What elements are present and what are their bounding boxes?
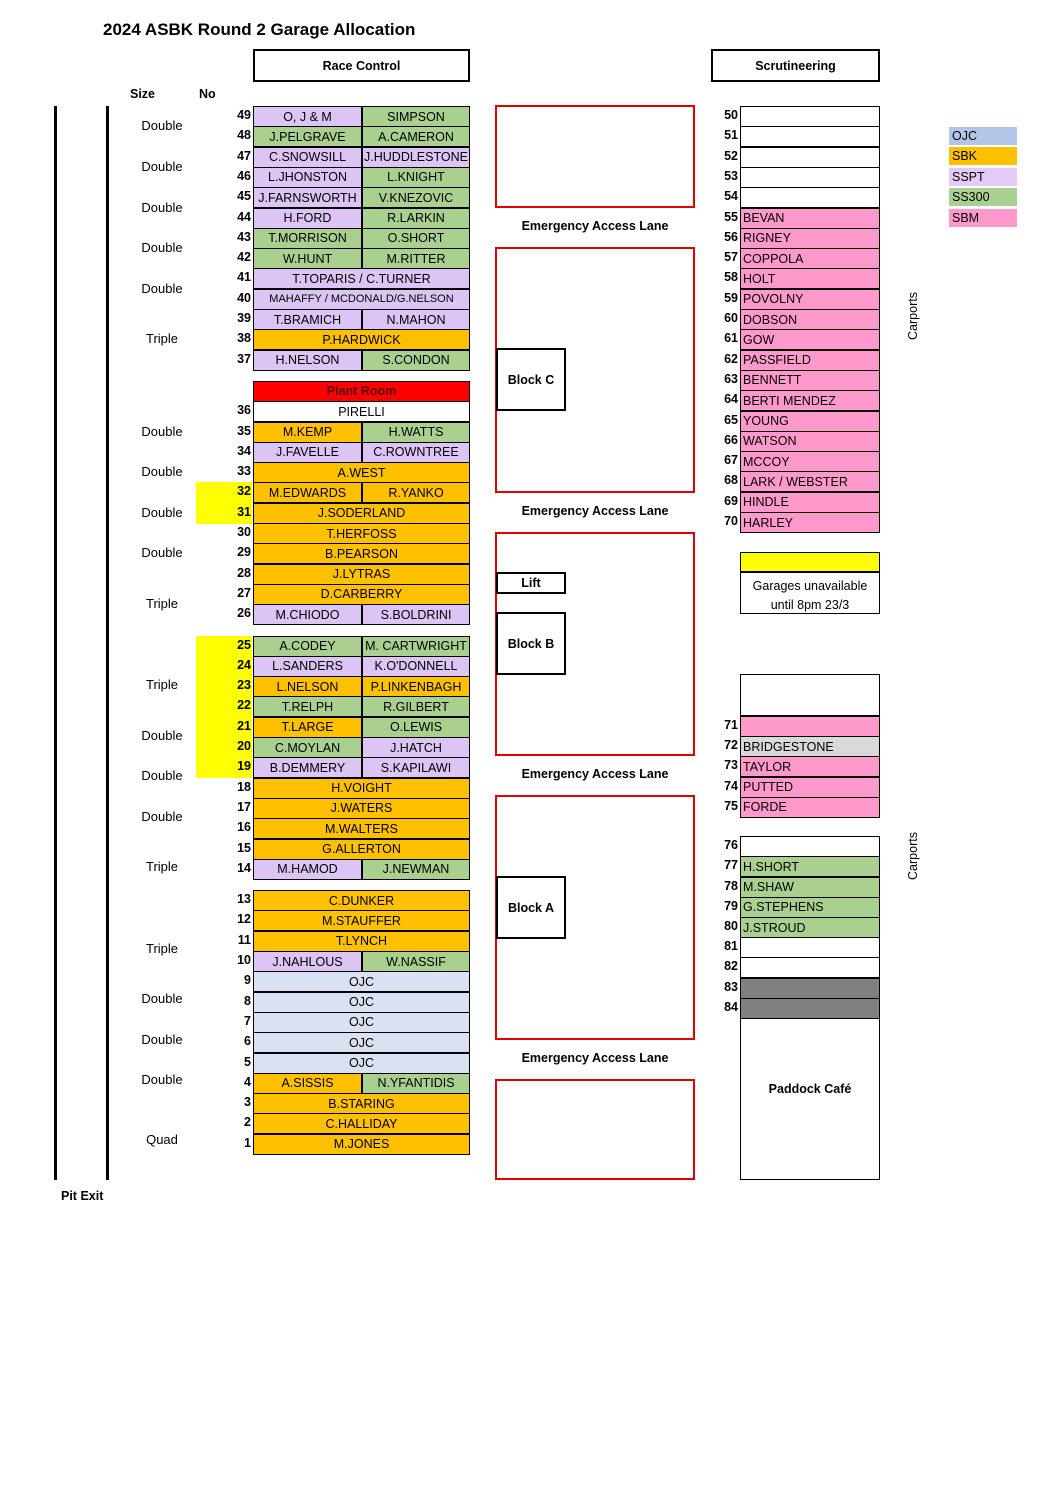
garage-number: 55	[724, 209, 738, 224]
garage-number: 77	[724, 858, 738, 873]
garage-number: 28	[237, 565, 251, 580]
pit-lane-line-outer	[54, 106, 57, 1180]
garage-number: 23	[237, 678, 251, 693]
garage-cell: YOUNG	[740, 411, 880, 432]
garage-number: 31	[237, 504, 251, 519]
garage-cell: J.HATCH	[362, 737, 470, 758]
garage-cell: R.LARKIN	[362, 208, 470, 229]
garage-cell: A.CODEY	[253, 636, 362, 657]
garage-cell	[740, 978, 880, 999]
garage-cell: HOLT	[740, 268, 880, 289]
garage-number: 2	[244, 1115, 251, 1130]
no-header: No	[199, 87, 216, 101]
garage-cell: M.KEMP	[253, 422, 362, 443]
garage-cell: J.NEWMAN	[362, 859, 470, 880]
garage-number: 12	[237, 912, 251, 927]
block-a	[496, 876, 566, 939]
pit-exit-label: Pit Exit	[61, 1189, 104, 1203]
garage-size-label: Double	[141, 464, 183, 479]
garage-number: 84	[724, 999, 738, 1014]
garage-number: 56	[724, 229, 738, 244]
garage-number: 46	[237, 168, 251, 183]
garage-cell: D.CARBERRY	[253, 584, 470, 605]
garage-number: 73	[724, 758, 738, 773]
paddock-cafe-label: Paddock Café	[768, 1082, 852, 1096]
garage-number: 47	[237, 148, 251, 163]
lift	[496, 572, 566, 594]
garage-size-label: Double	[141, 768, 183, 783]
garage-number: 32	[237, 484, 251, 499]
garage-number: 7	[244, 1013, 251, 1028]
garage-cell: BEVAN	[740, 208, 880, 229]
garage-number: 8	[244, 993, 251, 1008]
garage-cell: O, J & M	[253, 106, 362, 127]
garage-size-label: Double	[141, 159, 183, 174]
garage-cell: BENNETT	[740, 370, 880, 391]
garage-cell: M.WALTERS	[253, 818, 470, 839]
garage-cell: M.HAMOD	[253, 859, 362, 880]
garage-cell: M.STAUFFER	[253, 910, 470, 931]
garage-number: 24	[237, 657, 251, 672]
garage-number: 58	[724, 270, 738, 285]
carports-label-bottom: Carports	[906, 832, 920, 880]
paddock-cafe	[740, 998, 880, 1180]
garage-number: 21	[237, 718, 251, 733]
garage-number: 74	[724, 778, 738, 793]
garage-cell: V.KNEZOVIC	[362, 187, 470, 208]
garage-size-label: Double	[141, 1072, 183, 1087]
garage-cell	[740, 126, 880, 147]
garage-cell: C.HALLIDAY	[253, 1113, 470, 1134]
scrutineering-label: Scrutineering	[755, 58, 836, 73]
garage-cell: M. CARTWRIGHT	[362, 636, 470, 657]
building-zone-bottom	[495, 1079, 695, 1180]
garage-number: 1	[244, 1135, 251, 1150]
garage-cell: HARLEY	[740, 512, 880, 533]
garage-number: 61	[724, 331, 738, 346]
garage-cell	[740, 106, 880, 127]
garage-cell: LARK / WEBSTER	[740, 471, 880, 492]
garage-number: 26	[237, 606, 251, 621]
garage-cell: H.FORD	[253, 208, 362, 229]
garage-number: 62	[724, 351, 738, 366]
garage-number: 83	[724, 979, 738, 994]
garage-number: 6	[244, 1034, 251, 1049]
garage-number: 71	[724, 718, 738, 732]
garage-cell: J.FARNSWORTH	[253, 187, 362, 208]
garage-cell: L.NELSON	[253, 676, 362, 697]
garage-number: 45	[237, 189, 251, 204]
lift-label: Lift	[521, 576, 541, 590]
garage-cell: OJC	[253, 1053, 470, 1074]
garage-cell: W.HUNT	[253, 248, 362, 269]
unavailable-legend-swatch	[740, 552, 880, 572]
garage-cell	[740, 716, 880, 737]
garage-cell: H.SHORT	[740, 856, 880, 877]
garage-number: 19	[237, 759, 251, 774]
garage-number: 3	[244, 1095, 251, 1110]
race-control-label: Race Control	[322, 58, 401, 73]
garage-number: 16	[237, 820, 251, 835]
garage-number: 59	[724, 290, 738, 305]
garage-cell: OJC	[253, 1012, 470, 1033]
garage-number: 57	[724, 250, 738, 265]
garage-cell: M.SHAW	[740, 877, 880, 898]
garage-number: 10	[237, 953, 251, 967]
garage-cell: OJC	[253, 971, 470, 992]
garage-size-label: Double	[141, 809, 183, 824]
garage-number: 69	[724, 493, 738, 508]
block-b-label: Block B	[507, 636, 555, 651]
garage-size-label: Double	[141, 545, 183, 560]
race-control-box	[253, 49, 470, 82]
garage-cell: J.HUDDLESTONE	[362, 147, 470, 168]
garage-number: 63	[724, 371, 738, 386]
garage-size-label: Double	[141, 505, 183, 520]
garage-cell: J.PELGRAVE	[253, 126, 362, 147]
garage-number: 5	[244, 1054, 251, 1069]
garage-cell: B.DEMMERY	[253, 757, 362, 778]
garage-cell: M.CHIODO	[253, 604, 362, 625]
garage-cell: WATSON	[740, 431, 880, 452]
block-c	[496, 348, 566, 411]
garage-cell: H.WATTS	[362, 422, 470, 443]
garage-cell: P.LINKENBAGH	[362, 676, 470, 697]
garage-number: 60	[724, 311, 738, 325]
garage-size-label: Double	[141, 118, 183, 133]
garage-number: 15	[237, 840, 251, 855]
garage-size-label: Double	[141, 728, 183, 743]
garage-cell: T.RELPH	[253, 696, 362, 717]
garage-cell: O.SHORT	[362, 228, 470, 249]
size-header: Size	[130, 87, 156, 101]
garage-cell: W.NASSIF	[362, 951, 470, 972]
garage-cell: MCCOY	[740, 451, 880, 472]
garage-number: 70	[724, 514, 738, 528]
garage-number: 54	[724, 189, 738, 204]
garage-number: 51	[724, 128, 738, 143]
garage-size-label: Triple	[145, 677, 179, 692]
garage-size-label: Double	[141, 424, 183, 439]
garage-number: 30	[237, 525, 251, 539]
garage-size-label: Double	[141, 991, 183, 1006]
garage-number: 49	[237, 108, 251, 122]
garage-cell: R.YANKO	[362, 482, 470, 503]
garage-cell: C.ROWNTREE	[362, 442, 470, 463]
garage-number: 42	[237, 250, 251, 265]
legend-item: SS300	[948, 187, 1018, 207]
garage-cell: R.GILBERT	[362, 696, 470, 717]
garage-cell: M.JONES	[253, 1134, 470, 1155]
emergency-lane-label-2: Emergency Access Lane	[521, 504, 669, 518]
garage-cell	[740, 836, 880, 857]
garage-cell: T.TOPARIS / C.TURNER	[253, 268, 470, 289]
garage-size-label: Double	[141, 240, 183, 255]
garage-number: 22	[237, 698, 251, 713]
garage-cell: BRIDGESTONE	[740, 736, 880, 757]
block-b	[496, 612, 566, 675]
garage-cell: N.YFANTIDIS	[362, 1073, 470, 1094]
garage-cell	[740, 937, 880, 958]
garage-number: 68	[724, 473, 738, 488]
garage-number: 11	[237, 932, 251, 947]
garage-cell: C.MOYLAN	[253, 737, 362, 758]
garage-cell: Plant Room	[253, 381, 470, 402]
garage-cell: G.STEPHENS	[740, 897, 880, 918]
garage-cell: L.JHONSTON	[253, 167, 362, 188]
garage-number: 65	[724, 412, 738, 427]
garage-cell: PIRELLI	[253, 401, 470, 422]
garage-cell: HINDLE	[740, 492, 880, 513]
garage-cell: PUTTED	[740, 777, 880, 798]
garage-cell: GOW	[740, 329, 880, 350]
garage-number: 43	[237, 229, 251, 244]
garage-cell: H.VOIGHT	[253, 778, 470, 799]
garage-cell: FORDE	[740, 797, 880, 818]
garage-cell: L.KNIGHT	[362, 167, 470, 188]
garage-cell: A.SISSIS	[253, 1073, 362, 1094]
garage-size-label: Double	[141, 200, 183, 215]
garage-number: 50	[724, 108, 738, 122]
garage-size-label: Triple	[145, 859, 179, 874]
garage-cell: O.LEWIS	[362, 717, 470, 738]
garage-number: 34	[237, 443, 251, 458]
garage-cell: COPPOLA	[740, 248, 880, 269]
garage-cell: TAYLOR	[740, 756, 880, 777]
garage-number: 52	[724, 148, 738, 163]
garage-number: 79	[724, 898, 738, 913]
garage-number: 40	[237, 290, 251, 305]
garage-cell: H.NELSON	[253, 350, 362, 371]
garage-number: 14	[237, 860, 251, 875]
garage-number: 64	[724, 392, 738, 407]
garage-number: 82	[724, 959, 738, 974]
empty-bay-box	[740, 674, 880, 716]
carports-label-top: Carports	[906, 292, 920, 340]
garage-cell: N.MAHON	[362, 309, 470, 330]
garage-cell: K.O'DONNELL	[362, 656, 470, 677]
garage-cell: C.DUNKER	[253, 890, 470, 911]
garage-cell: OJC	[253, 1032, 470, 1053]
garage-number: 72	[724, 738, 738, 753]
garage-cell: J.NAHLOUS	[253, 951, 362, 972]
emergency-lane-label-1: Emergency Access Lane	[521, 219, 669, 233]
garage-cell: A.WEST	[253, 462, 470, 483]
legend-item: SBK	[948, 146, 1018, 166]
garage-number: 25	[237, 637, 251, 652]
garage-size-label: Triple	[145, 331, 179, 346]
garage-size-label: Double	[141, 1032, 183, 1047]
garage-cell: S.CONDON	[362, 350, 470, 371]
garage-number: 38	[237, 331, 251, 346]
garage-number: 76	[724, 838, 738, 853]
garage-cell: B.PEARSON	[253, 543, 470, 564]
legend-item: SSPT	[948, 167, 1018, 187]
garage-cell: G.ALLERTON	[253, 839, 470, 860]
garage-number: 37	[237, 351, 251, 366]
garage-number: 44	[237, 209, 251, 224]
garage-number: 53	[724, 168, 738, 183]
garage-number: 75	[724, 798, 738, 813]
garage-number: 78	[724, 878, 738, 893]
garage-cell: PASSFIELD	[740, 350, 880, 371]
scrutineering-box	[711, 49, 880, 82]
garage-number: 39	[237, 311, 251, 325]
garage-number: 9	[244, 973, 251, 988]
garage-number: 33	[237, 464, 251, 479]
emergency-lane-label-4: Emergency Access Lane	[521, 1051, 669, 1065]
garage-cell	[740, 187, 880, 208]
garage-cell: S.BOLDRINI	[362, 604, 470, 625]
garage-cell	[740, 147, 880, 168]
garage-cell: A.CAMERON	[362, 126, 470, 147]
garage-number: 27	[237, 585, 251, 600]
garage-number: 41	[237, 270, 251, 285]
garage-cell: M.RITTER	[362, 248, 470, 269]
garage-cell: T.BRAMICH	[253, 309, 362, 330]
emergency-lane-label-3: Emergency Access Lane	[521, 767, 669, 781]
garage-number: 29	[237, 545, 251, 560]
garage-size-label: Quad	[146, 1132, 178, 1147]
garage-number: 66	[724, 432, 738, 447]
garage-size-label: Triple	[145, 941, 179, 956]
garage-cell: J.STROUD	[740, 917, 880, 938]
garage-cell: J.SODERLAND	[253, 503, 470, 524]
garage-number: 18	[237, 779, 251, 794]
garage-cell: P.HARDWICK	[253, 329, 470, 350]
garage-cell: J.FAVELLE	[253, 442, 362, 463]
garage-cell: DOBSON	[740, 309, 880, 330]
garage-number: 36	[237, 403, 251, 418]
garage-cell: SIMPSON	[362, 106, 470, 127]
garage-cell	[740, 167, 880, 188]
garage-cell: S.KAPILAWI	[362, 757, 470, 778]
page-title: 2024 ASBK Round 2 Garage Allocation	[103, 20, 416, 39]
garage-cell: J.LYTRAS	[253, 564, 470, 585]
garage-cell: T.MORRISON	[253, 228, 362, 249]
garage-number: 81	[724, 939, 738, 954]
building-zone-top	[495, 105, 695, 208]
garage-number: 67	[724, 453, 738, 468]
garage-cell: J.WATERS	[253, 798, 470, 819]
garage-cell: C.SNOWSILL	[253, 147, 362, 168]
pit-lane-line-inner	[106, 106, 109, 1180]
garage-number: 35	[237, 423, 251, 438]
garage-cell	[740, 957, 880, 978]
unavailable-note: Garages unavailable until 8pm 23/3	[740, 572, 880, 614]
garage-cell: T.HERFOSS	[253, 523, 470, 544]
block-c-label: Block C	[507, 372, 555, 387]
garage-number: 80	[724, 919, 738, 933]
garage-number: 13	[237, 892, 251, 907]
garage-number: 4	[244, 1074, 251, 1089]
garage-cell: B.STARING	[253, 1093, 470, 1114]
garage-number: 17	[237, 799, 251, 814]
garage-cell: L.SANDERS	[253, 656, 362, 677]
garage-cell: BERTI MENDEZ	[740, 390, 880, 411]
garage-cell: OJC	[253, 992, 470, 1013]
garage-size-label: Double	[141, 281, 183, 296]
garage-cell: MAHAFFY / MCDONALD/G.NELSON	[253, 289, 470, 310]
garage-cell: T.LARGE	[253, 717, 362, 738]
garage-number: 48	[237, 128, 251, 143]
garage-cell: T.LYNCH	[253, 931, 470, 952]
garage-number: 20	[237, 739, 251, 753]
garage-cell: M.EDWARDS	[253, 482, 362, 503]
legend-item: OJC	[948, 126, 1018, 146]
garage-size-label: Triple	[145, 596, 179, 611]
garage-cell: RIGNEY	[740, 228, 880, 249]
garage-cell: POVOLNY	[740, 289, 880, 310]
block-a-label: Block A	[507, 900, 555, 915]
legend-item: SBM	[948, 208, 1018, 228]
